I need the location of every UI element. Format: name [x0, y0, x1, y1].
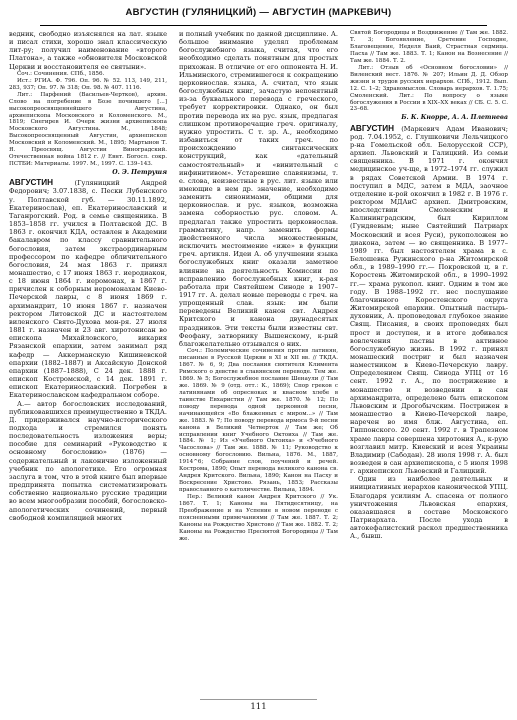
entry-text: (Маркевич Адам Иванович; род. 7.04.1952, с. Глушковичи Лельчицкого р-на Гомельской обл. Белорусской ССР), архиеп. Львовский и Галицкий. Из семьи священника. В 1971 г. окончил медицинское уч-ще, в 1972–1974 гг. служил в рядах Советской Армии. В 1974 г. поступил в МДС, затем в МДА, заочное отделение к-рой окончил в 1982 г. В 1976 г. ректором МДАиС архиеп. Дмитровским, впоследствии Смоленским и Калининградским, был Кириллом (Гундяевым; ныне Святейший Патриарх Московский и всея Руси), рукоположен во диакона, затем — во священника. В 1977–1989 гг. был настоятелем храма в с. Белошевка Ружинского р-на Житомирской обл., в 1989–1990 гг.— Покровской ц. в г. Коростень Житомирской обл., в 1990–1992 гг.— храма рукопол. книг. Одним в том же году. В 1988–1992 гг. нес послушание благочинного Коростенского округа Житомирской епархии. Опытный пастырь-духовник, А. проповедовал глубокое знание Свящ. Писания, в своих проповедях был прост и доступен, и в итоге добивался вовлечения паствы в активное богослужебную жизнь. В 1992 г. принял монашеский постриг и был назначен наместником в Киево-Печерскую лавру. Определением Свящ. Синода УПЦ от 16 сент. 1992 г. А., по пострижение в монашество и возведении в сан архимандрита, определено быть епископом Львовским и Дрогобычским. Пострижен в монашество в Киево-Печерской лавре, наречен во имя блж. Августина, еп. Гиппонского. 20 сент. 1992 г. в Трапезном храме лавры совершена хиротония А., к-рую возглавил митр. Киевский и всея Украины Владимир (Сабодан). 28 июля 1998 г. А. был возведен в сан архиепископа, с 5 июля 1998 г. архиепископ Львовский и Галицкий. [350, 124, 508, 476]
article-entry [350, 125, 508, 476]
entry-heading: АВГУСТИН [350, 123, 395, 133]
sources-list: Ист.: РГИА. Ф. 796. Оп. 96. № 52. 113, 149, 211, 283, 937; Оп. 97. № 318; Оп. 98. № 407. 1116. [9, 77, 167, 91]
column-1 [9, 30, 167, 522]
page-number [0, 702, 517, 712]
running-header-title: АВГУСТИН (ГУЛЯНИЦКИЙ) — АВГУСТИН (МАРКЕВИЧ) [125, 7, 392, 18]
references-block [9, 71, 167, 168]
author-signature: О. Э. Петрушя [112, 169, 167, 177]
article-paragraph: Один из наиболее деятельных и инициативных иерархов канонической УПЦ. Благодаря усилиям А. спасена от полного уничтожения Львовская епархия, оказавшаяся в составе Московского Патриархата. После ухода в автокефалистский раскол предшественника А., бывш. [350, 475, 508, 541]
works-list: Соч.: Полемические сочинения против латинян, писанные в Русской Церкви в XI и XII вв. // ТКДА. 1867. № 6, 9; Два послания святителя Климента Римского о девстве в славянском переводе. Тем же. 1869. № 5; Богослужебное послание Шенаули // Там же. 1869. № 9 (отд. отт.: К., 1869); Спор греков с латинянами об опресноках и квасном хлебе в таинстве Евхаристии // Там же. 1870. № 12; По поводу перевода одной церковной песни, начинающейся «Во блаженных с миром...» // Там же. 1883. № 7; По поводу перевода ирмоса 9-й песни канона в Великий Четверток // Там же; Об исправлении книг Учебного Октоиха // Там же. 1884. № 1; Из «Учебного Октоиха» и «Учебного Часослова» // Там же. 1888. № 11; Руководство к основному богословию. Вильна, 1876. М., 1887, 1914^6; Собрание слов, поучений и речей. Кострома, 1890; Опыт перевода великого канона св. Андрея Критского. Вильна, 1890; Канон на Пасху и Воскресение Христово. Рязань, 1853; Рассказы православного о католичестве. Вильна, 1894. [179, 348, 338, 494]
running-header [0, 7, 517, 23]
header-rule [40, 25, 487, 26]
literature-list: Лит.: Парфений (Васильев-Чертков), архим. Слово на погребение в Бозе почившего [...] высокопреосвященнейшего Августина, архиепископа Московского и Коломенского. М., 1819; Снегирев И. Очерк жизни архиепископа Московского Августина. М., 1848; Высокопреосвященный Августин, архиепископ Московский и Коломенский. М., 1895; Мартынов Т. Я. Преосвящ. Августин Виноградский. Отечественная война 1812 г. // Евнт. Богосл. сокр. ПСТБИ: Материалы. 1997. М., 1997. С. 139–143. [9, 91, 167, 168]
footer-rule [200, 699, 317, 700]
article-paragraph: А.— автор богословских исследований, публиковавшихся преимущественно в ТКДА. Д. придерживался научно-исторического подхода и стремился понять последовательность изложения веры; пособие для семинарий «Руководство к основному богословию» (1876) — содержательный и лаконично изложенный учебник по апологетике. Его огромная заслуга в том, что в этой книге был впервые предпринята попытка систематизировать собственно национально русские традиции во всем многообразии пособий, богословско-апологетических сочинений, первый свободной компиляцией многих [9, 399, 167, 522]
translations-list: Святой Богородицы и Воздвижение // Там же. 1882. Т. 3; Богоявление, Сретение Господне, Благовещение, Неделя Ваий, Страстная седмица. Пасха // Там же. 1883. Т. 1; Канон на Вознесение // Там же. 1884. Т. 2. [350, 30, 508, 64]
page-number-text: 111 [250, 702, 267, 712]
references-block [350, 30, 508, 113]
entry-text: (Гуляницкий Андрей Федорович; 3.07.1838, с. Пески Лубенского у. Полтавской губ. — 30.11.1892, Екатеринослав), еп. Екатеринославский и Таганрогский. Род. в семье священника. В 1853–1858 гг. учился в Полтавской ДС. В 1863 г. окончил КДА, оставлен в Академии бакалавром по классу сравнительного богословия, затем экстраординарным профессором по кафедре обличительного богословия, 24 мая 1863 г. принял монашество, с 17 июня 1863 г. иеродиакон, с 18 июня 1864 г. иеромонах, в 1867 г. причислен к соборным иеромонахам Киево-Печерской лавры, с 8 июня 1869 г. архимандрит, 10 июня 1867 г. назначен ректором Литовской ДС и настоятелем виленского Свято-Духова мон-ря. 27 июля 1881 г. назначен и 23 авг. хиротонисан во епископа Михайловского, викария Рязанской епархии, затем занимал ряд кафедр — Аккерманскую Кишиневской епархии (1882–1887) и Аксайскую Донской епархии (1887–1888), С 24 дек. 1888 г. епископ Костромской, с 14 дек. 1891 г. епископ Екатеринославский. Погребен в Екатеринославском кафедральном соборе. [9, 179, 167, 400]
column-2 [179, 30, 338, 543]
column-3 [350, 30, 508, 541]
article-entry [9, 179, 167, 399]
references-block [179, 348, 338, 543]
article-paragraph: ведник, свободно изъяснялся на лат. языке и писал стихи, хорошо знал классическую лит-ру; получил наименование «второго Платона», а также «обновителя Московской Церкви и восстановителя ее святыни». [9, 30, 167, 71]
article-paragraph: и полный учебник по данной дисциплине. А. большое внимание уделял проблемам богослужебного языка, считая, что его необходимо сделать понятным для простых прихожан. В отличие от его оппонента Н. И. Ильминского, стремившегося к сокращению церковнослав. языка, А. считал, что язык богослужебных книг, зачастую непонятный из-за буквального перевода с греческого, требует корректировки. Однако, он был против перевода их на рус. язык, предлагая слишком противоречащие греч. оригиналу, нужно упростить. С т. зр. А., необходимо избавиться от таких греч. по происхождению синтаксических конструкций, как «дательный самостоятельный» и «винительный с инфинитивом». Устаревшие славянизмы, т. е. слова, неизвестные в рус. лит. языке или имеющие в нем др. значение, необходимо заменить синонимами, общими для церковнослав. и рус. языков, возможна замена соборностью рус. словом. А. предлагал также упростить церковнослав. грамматику, напр. заменить формы двойственного числа множественным, исключить местоимение «иже» в функции греч. артикля. Идеи А. об улучшении языка богослужебных книг оказали заметное влияние на деятельность Комиссии по исправлению богослужебных книг, к-рая работала при Святейшем Синоде в 1907–1917 гг. А. делал новые переводы с греч. на упрощенный слав. язык: им были переведены Великий канон свт. Андрея Критского и канона двунадесятых праздников. Эти тексты были известны свт. Феофану, затворнику Вышенскому, к-рый благожелательно отзывался о них. [179, 30, 338, 348]
works-list: Соч.: Сочинения. СПб., 1856. [17, 70, 105, 77]
author-signature: Б. К. Кнорре, А. А. Плетнева [401, 114, 508, 122]
translations-list: Пер.: Великий канон Андрея Критского // Ук. 1867. Т. 1; Каноны на Пятидесятницу, на Преображение и на Успение в новом переводе с поясненными примечаниями // Там же. 1887. Т. 2; Каноны на Рождество Христово // Там же. 1882. Т. 2; Каноны на Рождество Пресвятой Богородицы // Там же. [179, 494, 338, 542]
literature-list: Лит.: Отзыв об «Основном богословии» // Виленский вест. 1876. № 207; Ильин Д. Д. Обзор жизни и трудов русских иерархов. СПб., 1912. Вып. 12. С. 1–2; Здравомыслов. Словарь иерархов. Т. 1.75; Смоленский. Лит.: По вопросу о языке богослужения в России в XIX–XX веках // СБ. С. 5. С. 23–68. [350, 64, 508, 113]
entry-heading: АВГУСТИН [9, 178, 54, 188]
